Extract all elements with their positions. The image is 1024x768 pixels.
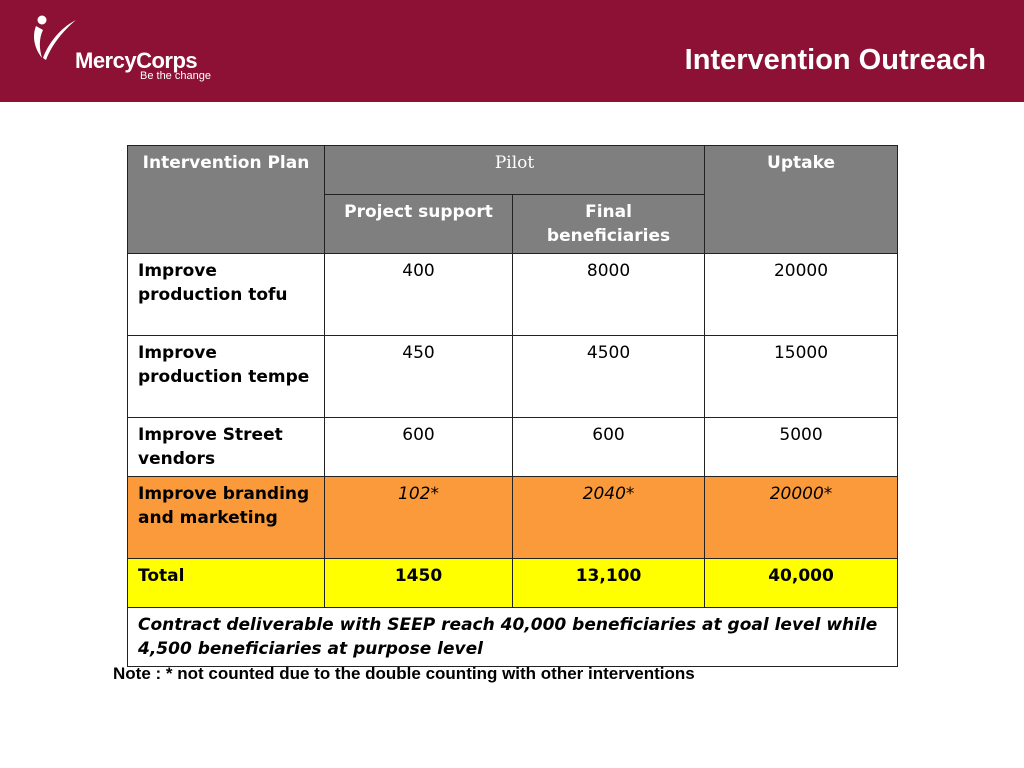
header-project-support: Project support xyxy=(325,195,513,254)
table-row xyxy=(128,336,898,418)
cell-project-support: 102* xyxy=(325,477,513,559)
mercycorps-logo xyxy=(30,14,230,94)
row-label: Improve Street vendors xyxy=(128,418,325,477)
row-label: Improve branding and marketing xyxy=(128,477,325,559)
header-final-beneficiaries: Final beneficiaries xyxy=(513,195,705,254)
header-intervention-plan: Intervention Plan xyxy=(128,146,325,254)
cell-uptake: 20000 xyxy=(705,254,898,336)
cell-uptake: 15000 xyxy=(705,336,898,418)
footnote: Note : * not counted due to the double counting with other interventions xyxy=(113,664,695,683)
outreach-table xyxy=(127,145,898,667)
contract-row xyxy=(128,608,898,667)
header-uptake: Uptake xyxy=(705,146,898,254)
total-final-beneficiaries: 13,100 xyxy=(513,559,705,608)
brand-name: MercyCorps xyxy=(75,48,198,73)
cell-project-support: 600 xyxy=(325,418,513,477)
cell-final-beneficiaries: 8000 xyxy=(513,254,705,336)
header-banner xyxy=(0,0,1024,102)
contract-note: Contract deliverable with SEEP reach 40,000 beneficiaries at goal level while 4,500 beneficiaries at purpose level xyxy=(128,608,898,667)
total-label: Total xyxy=(128,559,325,608)
cell-final-beneficiaries: 2040* xyxy=(513,477,705,559)
table-row xyxy=(128,418,898,477)
page-title: Intervention Outreach xyxy=(684,44,986,76)
table-row-highlighted xyxy=(128,477,898,559)
row-label: Improve production tofu xyxy=(128,254,325,336)
row-label: Improve production tempe xyxy=(128,336,325,418)
cell-project-support: 450 xyxy=(325,336,513,418)
cell-uptake: 20000* xyxy=(705,477,898,559)
cell-project-support: 400 xyxy=(325,254,513,336)
header-row xyxy=(128,146,898,195)
total-project-support: 1450 xyxy=(325,559,513,608)
cell-final-beneficiaries: 600 xyxy=(513,418,705,477)
cell-final-beneficiaries: 4500 xyxy=(513,336,705,418)
table-row xyxy=(128,254,898,336)
total-uptake: 40,000 xyxy=(705,559,898,608)
total-row xyxy=(128,559,898,608)
brand-tagline: Be the change xyxy=(140,70,211,82)
cell-uptake: 5000 xyxy=(705,418,898,477)
header-pilot: Pilot xyxy=(325,146,705,195)
